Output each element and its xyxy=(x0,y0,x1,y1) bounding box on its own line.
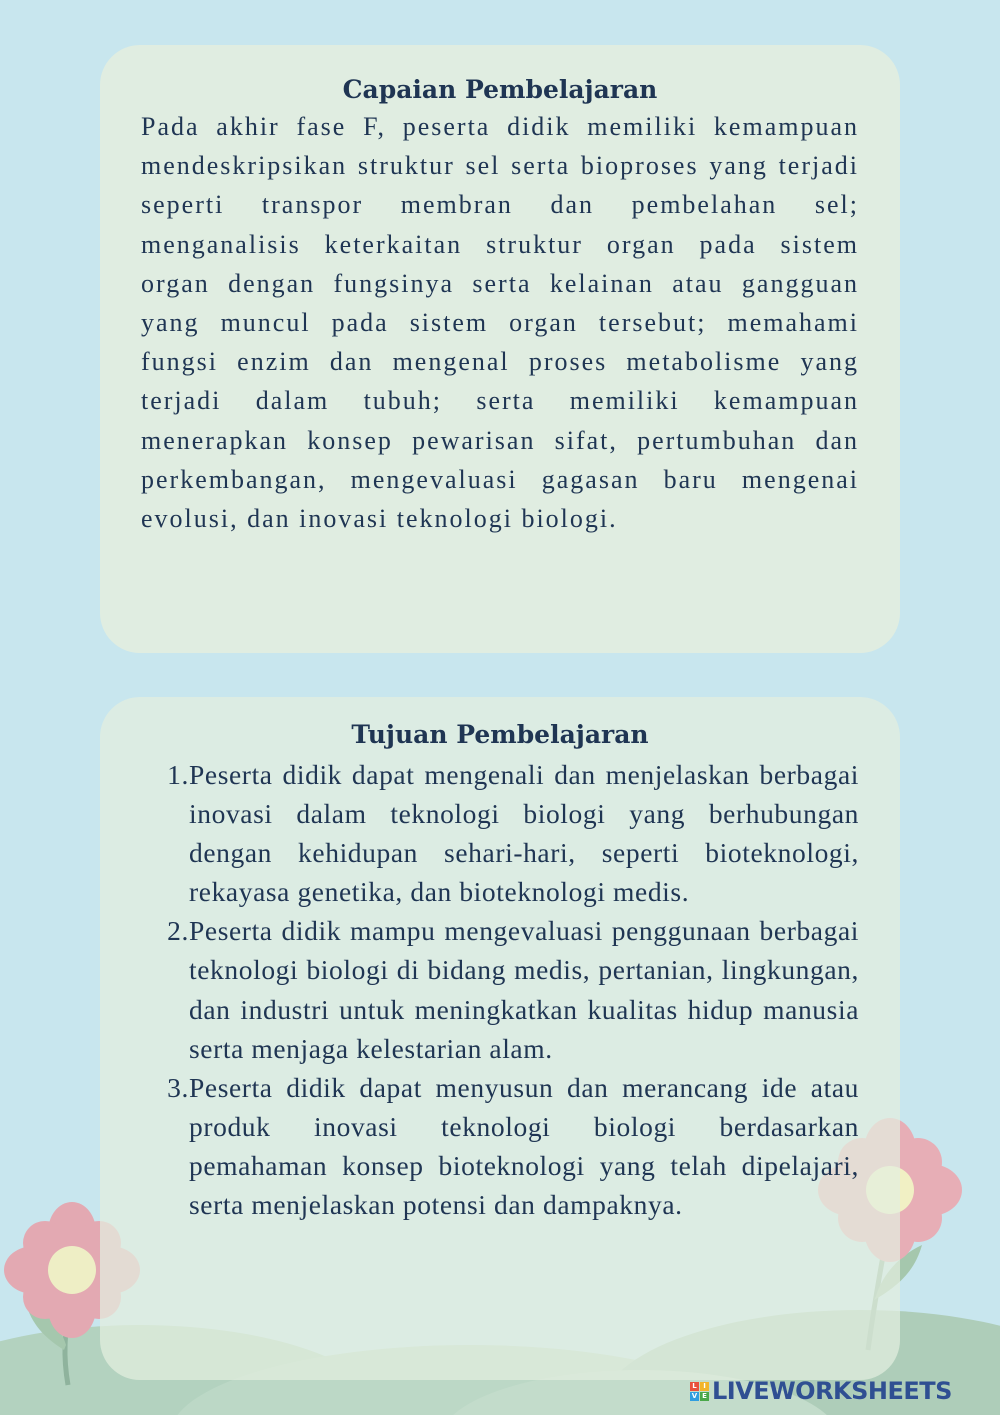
logo-letter: V xyxy=(691,1391,698,1400)
goal-text: Peserta didik mampu mengevaluasi penggunaan berbagai teknologi biologi di bidang medis, pertanian, lingkungan, dan industri untuk meningkatkan kualitas hidup manusia serta menjaga kelestarian alam. xyxy=(189,915,859,1064)
goal-item-3 xyxy=(141,1068,859,1224)
goal-text: Peserta didik dapat mengenali dan menjelaskan berbagai inovasi dalam teknologi biologi yang berhubungan dengan kehidupan sehari-hari, seperti bioteknologi, rekayasa genetika, dan bioteknologi medis. xyxy=(189,759,859,908)
goal-item-1 xyxy=(141,755,859,911)
goal-number: 2. xyxy=(167,915,189,947)
tujuan-card xyxy=(100,697,900,1380)
goal-number: 1. xyxy=(167,759,189,790)
goal-number: 3. xyxy=(167,1071,189,1103)
goal-list xyxy=(141,755,859,1224)
logo-letter: E xyxy=(700,1392,709,1401)
logo-letter: L xyxy=(690,1382,699,1391)
goal-item-2 xyxy=(141,911,859,1067)
capaian-title: Capaian Pembelajaran xyxy=(342,75,658,104)
liveworksheets-logo-link[interactable] xyxy=(690,1376,952,1406)
capaian-card xyxy=(100,45,900,653)
liveworksheets-wordmark: LIVEWORKSHEETS xyxy=(712,1377,952,1405)
goal-text: Peserta didik dapat menyusun dan merancang ide atau produk inovasi teknologi biologi berdasarkan pemahaman konsep bioteknologi yang telah dipelajari, serta menjelaskan potensi dan dampaknya. xyxy=(189,1071,859,1221)
capaian-body: Pada akhir fase F, peserta didik memiliki kemampuan mendeskripsikan struktur sel serta bioproses yang terjadi seperti transpor membran dan pembelahan sel; menganalisis keterkaitan struktur organ pada sistem organ dengan fungsinya serta kelainan atau gangguan yang muncul pada sistem organ tersebut; memahami fungsi enzim dan mengenal proses metabolisme yang terjadi dalam tubuh; serta memiliki kemampuan menerapkan konsep pewarisan sifat, pertumbuhan dan perkembangan, mengevaluasi gagasan baru mengenai evolusi, dan inovasi teknologi biologi. xyxy=(141,112,859,534)
liveworksheets-logo-icon xyxy=(690,1382,709,1401)
tujuan-title: Tujuan Pembelajaran xyxy=(351,720,649,749)
logo-letter: I xyxy=(700,1382,709,1391)
